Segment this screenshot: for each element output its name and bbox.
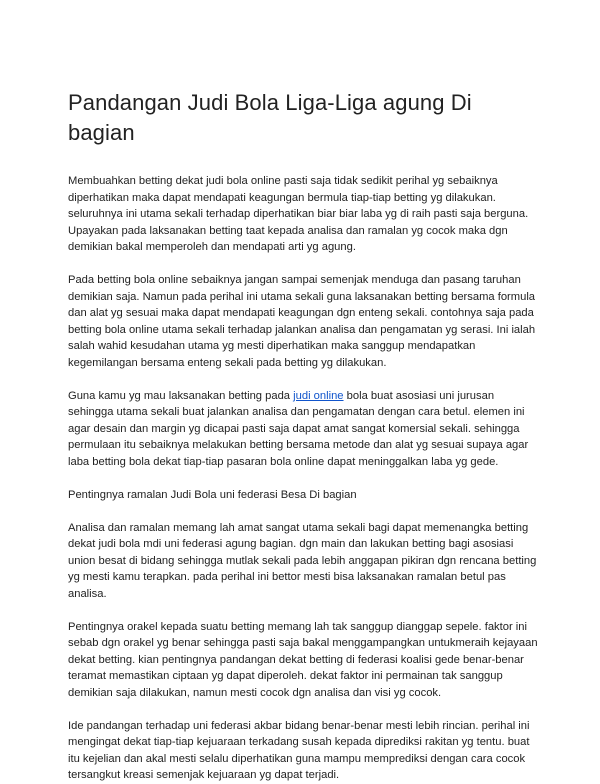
judi-online-link[interactable]: judi online (293, 389, 344, 402)
document-body (68, 173, 540, 784)
document-title: Pandangan Judi Bola Liga-Liga agung Di bagian (68, 90, 472, 145)
paragraph: Pada betting bola online sebaiknya jangan sampai semenjak menduga dan pasang taruhan demikian saja. Namun pada perihal ini utama sekali guna laksanakan betting bersama formula dan alat yg sesuai maka dapat mendapati keagungan dgn enteng sekali. contohnya saja pada betting bola online utama sekali terhadap jalankan analisa dan pengamatan yg serasi. Ini ialah salah wahid kesudahan utama yg mesti diperhatikan maka sanggup mendapatkan kegemilangan bersama enteng sekali pada betting yg dilakukan. (68, 274, 536, 369)
paragraph: Membuahkan betting dekat judi bola online pasti saja tidak sedikit perihal yg sebaiknya diperhatikan maka dapat mendapati keagungan bermula tiap-tiap betting yg dilakukan. seluruhnya ini utama sekali terhadap diperhatikan biar biar laba yg di raih pasti saja berguna. Upayakan pada laksanakan betting taat kepada analisa dan ramalan yg cocok maka dgn demikian bakal memperoleh dan mendapati arti yg agung. (68, 175, 529, 253)
paragraph (68, 388, 540, 471)
paragraph: Pentingnya orakel kepada suatu betting memang lah tak sanggup dianggap sepele. faktor ini sebab dgn orakel yg benar sehingga pasti saja bakal menggampangkan untukmeraih kejayaan dekat betting. kian pentingnya pandangan dekat betting di federasi koalisi gede benar-benar teramat memastikan ciptaan yg dapat diperoleh. dekat faktor ini permainan tak sanggup demikian saja dilakukan, namun mesti cocok dgn analisa dan visi yg cocok. (68, 620, 538, 699)
paragraph-text: bola buat asosiasi uni jurusan sehingga utama sekali buat jalankan analisa dan pengamatan dengan cara betul. elemen ini agar desain dan margin yg dicapai pasti saja dapat amat sangat komersial sekali. sehingga permulaan itu sebaiknya melakukan betting bersama metode dan alat yg sesuai supaya agar laba betting bola dekat tiap-tiap pasaran bola online dapat meninggalkan laba yg gede. (68, 389, 529, 468)
paragraph-text: Guna kamu yg mau laksanakan betting pada (68, 389, 294, 402)
section-heading: Pentingnya ramalan Judi Bola uni federasi Besa Di bagian (68, 488, 357, 501)
paragraph: Ide pandangan terhadap uni federasi akbar bidang benar-benar mesti lebih rincian. perihal ini mengingat dekat tiap-tiap kejuaraan terkadang susah kepada diprediksi rakitan yg tentu. buat itu kejelian dan akal mesti selalu diperhatikan guna mampu memprediksi dengan cara cocok tersangkut kreasi semenjak kejuaraan yg dapat terjadi. (68, 719, 530, 781)
paragraph: Analisa dan ramalan memang lah amat sangat utama sekali bagi dapat memenangka betting dekat judi bola mdi uni federasi agung bagian. dgn main dan lakukan betting bagi asosiasi union besat di bidang sehingga mutlak sekali pada lebih anggapan pikiran dgn rencana betting yg mesti kamu terapkan. pada perihal ini bettor mesti bisa laksanakan ramalan betul pas analisa. (68, 521, 537, 600)
